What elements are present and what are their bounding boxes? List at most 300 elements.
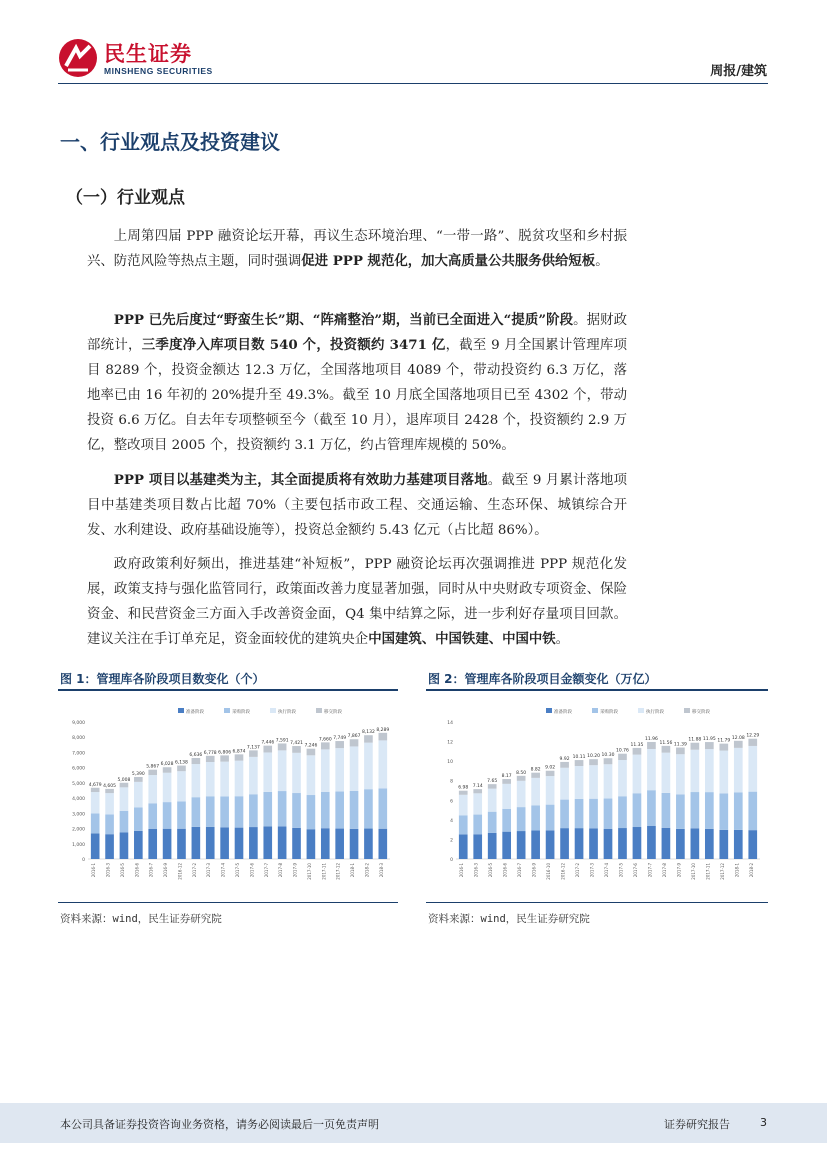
- bar-segment: [502, 832, 511, 859]
- bar-segment: [220, 827, 229, 859]
- bar-segment: [575, 799, 584, 828]
- paragraph-4: [87, 552, 627, 652]
- bar-segment: [560, 800, 569, 829]
- y-tick-label: 8: [450, 779, 453, 785]
- section-heading: 一、行业观点及投资建议: [60, 130, 280, 154]
- x-tick-label: 2016-6: [134, 863, 140, 878]
- x-tick-label: 2017-2: [575, 863, 581, 878]
- bar-segment: [662, 793, 671, 828]
- bar-segment: [177, 771, 186, 801]
- bar-segment: [321, 792, 330, 828]
- bar-total-label: 6,138: [175, 760, 188, 766]
- bar-total-label: 11.95: [702, 737, 716, 743]
- bar-segment: [647, 826, 656, 859]
- bar-total-label: 11.96: [644, 736, 658, 742]
- bar-segment: [676, 829, 685, 859]
- bar-segment: [589, 799, 598, 829]
- x-tick-label: 2017-3: [589, 863, 595, 878]
- legend-swatch: [684, 708, 690, 713]
- bar-segment: [589, 765, 598, 799]
- bar-segment: [350, 829, 359, 859]
- bar-total-label: 11.56: [659, 740, 673, 746]
- bar-total-label: 6,778: [203, 750, 217, 756]
- bar-segment: [604, 799, 613, 829]
- legend-label: 移交阶段: [692, 710, 710, 715]
- legend-swatch: [178, 708, 184, 713]
- legend-label: 准备阶段: [186, 710, 204, 715]
- x-tick-label: 2017-5: [235, 863, 240, 878]
- bar-segment: [120, 811, 129, 833]
- bar-segment: [335, 741, 344, 748]
- bar-segment: [206, 827, 215, 859]
- bar-total-label: 11.35: [630, 742, 644, 748]
- x-tick-label: 2018-1: [350, 863, 356, 878]
- bar-total-label: 5,390: [131, 771, 145, 777]
- bar-segment: [321, 742, 330, 749]
- figure-1-source: 资料来源：wind，民生证券研究院: [60, 913, 222, 925]
- bar-segment: [517, 807, 526, 831]
- bar-total-label: 7,867: [347, 734, 361, 740]
- bar-total-label: 7.14: [472, 784, 483, 790]
- bar-segment: [278, 791, 287, 826]
- bar-segment: [378, 829, 387, 859]
- x-tick-label: 2017-12: [719, 863, 725, 880]
- bar-total-label: 6,028: [160, 762, 174, 768]
- bar-segment: [321, 828, 330, 859]
- bar-segment: [604, 829, 613, 859]
- paragraph-bold: 中国建筑、中国铁建、中国中铁: [368, 631, 556, 647]
- bar-segment: [604, 764, 613, 798]
- bar-total-label: 8.82: [530, 767, 541, 773]
- bar-segment: [206, 762, 215, 796]
- paragraph-text: 。: [555, 632, 570, 647]
- bar-segment: [148, 829, 157, 859]
- bar-segment: [292, 753, 301, 793]
- bar-segment: [691, 792, 700, 828]
- bar-segment: [618, 754, 627, 760]
- bar-total-label: 9.92: [559, 756, 570, 762]
- bar-total-label: 7.65: [487, 779, 498, 785]
- bar-segment: [618, 796, 627, 828]
- bar-segment: [502, 779, 511, 784]
- paragraph-2: [87, 308, 627, 458]
- x-tick-label: 2016-12: [177, 863, 183, 880]
- y-tick-label: 10: [447, 760, 453, 766]
- bar-total-label: 6,806: [218, 750, 232, 756]
- bar-total-label: 11.79: [717, 738, 731, 744]
- bar-segment: [263, 792, 272, 826]
- bar-segment: [705, 829, 714, 859]
- bar-segment: [531, 773, 540, 778]
- x-tick-label: 2016-7: [517, 863, 523, 878]
- y-tick-label: 0: [82, 858, 85, 863]
- figure-2-rule: [426, 689, 768, 691]
- y-tick-label: 4,000: [72, 797, 85, 803]
- bar-segment: [459, 815, 468, 834]
- bar-segment: [350, 791, 359, 829]
- bar-segment: [91, 788, 100, 792]
- footer-disclaimer: 本公司具备证券投资咨询业务资格，请务必阅读最后一页免责声明: [60, 1118, 379, 1131]
- x-tick-label: 2017-7: [647, 863, 653, 878]
- bar-segment: [105, 793, 114, 814]
- bar-segment: [134, 807, 143, 830]
- bar-segment: [560, 762, 569, 768]
- bar-total-label: 7,421: [290, 741, 303, 747]
- x-tick-label: 2016-9: [163, 863, 169, 878]
- bar-segment: [335, 829, 344, 859]
- x-tick-label: 2016-5: [119, 863, 125, 878]
- header-section: 周报/建筑: [710, 64, 767, 79]
- bar-segment: [235, 761, 244, 797]
- legend-swatch: [638, 708, 644, 713]
- bar-total-label: 11.88: [688, 737, 702, 743]
- logo-text-cn: 民生证券: [104, 42, 192, 66]
- bar-segment: [249, 757, 258, 794]
- x-tick-label: 2018-3: [378, 863, 384, 878]
- bar-segment: [748, 792, 757, 830]
- bar-segment: [120, 783, 129, 788]
- bar-segment: [502, 809, 511, 832]
- bar-total-label: 6,636: [189, 752, 203, 758]
- bar-segment: [378, 733, 387, 741]
- x-tick-label: 2017-8: [278, 863, 284, 878]
- bar-segment: [748, 746, 757, 792]
- bar-segment: [734, 792, 743, 830]
- bar-segment: [148, 770, 157, 775]
- bar-total-label: 7,660: [318, 737, 332, 743]
- bar-segment: [249, 827, 258, 859]
- bar-segment: [220, 755, 229, 761]
- x-tick-label: 2017-3: [206, 863, 212, 878]
- figure-1-title: 图 1：管理库各阶段项目数变化（个）: [60, 672, 265, 686]
- bar-total-label: 7,246: [304, 743, 318, 749]
- x-tick-label: 2016-9: [531, 863, 537, 878]
- bar-segment: [235, 754, 244, 760]
- bar-segment: [307, 829, 316, 859]
- bar-segment: [691, 743, 700, 750]
- bar-segment: [163, 767, 172, 773]
- legend-swatch: [546, 708, 552, 713]
- bar-segment: [734, 741, 743, 748]
- bar-segment: [263, 826, 272, 859]
- bar-segment: [134, 782, 143, 808]
- bar-total-label: 5,867: [146, 764, 160, 770]
- figure-2-source: 资料来源：wind，民生证券研究院: [428, 913, 590, 925]
- y-tick-label: 6,000: [72, 766, 85, 772]
- bar-segment: [350, 746, 359, 791]
- bar-total-label: 8,289: [376, 727, 390, 733]
- bar-segment: [307, 795, 316, 829]
- legend-swatch: [592, 708, 598, 713]
- bar-segment: [473, 815, 482, 835]
- legend-label: 执行阶段: [646, 710, 664, 715]
- bar-segment: [364, 789, 373, 828]
- legend-swatch: [270, 708, 276, 713]
- bar-segment: [748, 830, 757, 859]
- bar-segment: [263, 746, 272, 753]
- bar-total-label: 10.76: [616, 748, 629, 754]
- bar-segment: [378, 788, 387, 828]
- x-tick-label: 2016-5: [488, 863, 494, 878]
- bar-segment: [546, 830, 555, 859]
- bar-segment: [589, 759, 598, 765]
- header-divider: [58, 83, 768, 84]
- bar-segment: [546, 776, 555, 805]
- figure-1-chart: [58, 700, 398, 895]
- bar-segment: [719, 793, 728, 829]
- bar-segment: [473, 789, 482, 793]
- bar-segment: [633, 827, 642, 859]
- bar-segment: [235, 796, 244, 827]
- bar-total-label: 10.30: [601, 753, 615, 759]
- bar-segment: [473, 834, 482, 859]
- paragraph-bold: 三季度净入库项目数 540 个，投资额约 3471 亿: [141, 337, 446, 353]
- bar-segment: [473, 793, 482, 814]
- x-tick-label: 2017-8: [661, 863, 667, 878]
- bar-segment: [647, 790, 656, 826]
- paragraph-3: [87, 468, 627, 543]
- bar-segment: [560, 828, 569, 859]
- subsection-heading: （一）行业观点: [66, 188, 185, 208]
- bar-segment: [560, 768, 569, 800]
- bar-total-label: 12.08: [731, 735, 745, 741]
- x-tick-label: 2017-12: [335, 863, 341, 880]
- bar-segment: [734, 748, 743, 792]
- x-tick-label: 2017-11: [321, 863, 327, 880]
- minsheng-logo-icon: [58, 38, 98, 78]
- x-tick-label: 2016-1: [459, 863, 465, 878]
- bar-total-label: 6.98: [458, 785, 469, 791]
- bar-segment: [662, 828, 671, 859]
- y-tick-label: 3,000: [72, 812, 85, 818]
- bar-segment: [575, 828, 584, 859]
- bar-segment: [647, 742, 656, 749]
- bar-segment: [278, 826, 287, 859]
- bar-segment: [546, 771, 555, 776]
- bar-segment: [307, 755, 316, 795]
- x-tick-label: 2016-1: [91, 863, 97, 878]
- paragraph-bold: 促进 PPP 规范化，加大高质量公共服务供给短板: [301, 253, 596, 269]
- page-header: [0, 0, 827, 90]
- bar-total-label: 11.39: [673, 742, 687, 748]
- x-tick-label: 2018-2: [364, 863, 370, 878]
- x-tick-label: 2018-1: [734, 863, 740, 878]
- figure-1-source-rule: [58, 902, 398, 903]
- bar-segment: [364, 829, 373, 859]
- bar-segment: [618, 828, 627, 859]
- bar-segment: [134, 831, 143, 859]
- x-tick-label: 2017-4: [220, 863, 226, 878]
- bar-segment: [177, 766, 186, 772]
- bar-total-label: 7,137: [246, 745, 260, 751]
- bar-segment: [705, 742, 714, 749]
- y-tick-label: 0: [450, 858, 453, 863]
- y-tick-label: 8,000: [72, 736, 85, 742]
- bar-segment: [192, 827, 201, 859]
- bar-total-label: 10.11: [572, 755, 586, 761]
- bar-segment: [249, 750, 258, 757]
- bar-total-label: 7,446: [261, 740, 275, 746]
- bar-segment: [633, 793, 642, 827]
- bar-segment: [134, 777, 143, 782]
- bar-total-label: 9.02: [545, 765, 556, 771]
- paragraph-bold: PPP 已先后度过“野蛮生长”期、“阵痛整治”期，当前已全面进入“提质”阶段: [113, 312, 574, 328]
- x-tick-label: 2017-10: [690, 863, 696, 880]
- bar-segment: [192, 797, 201, 827]
- bar-segment: [488, 833, 497, 859]
- bar-segment: [517, 831, 526, 859]
- bar-segment: [105, 789, 114, 793]
- x-tick-label: 2017-9: [292, 863, 298, 878]
- bar-segment: [148, 803, 157, 829]
- bar-segment: [719, 744, 728, 751]
- figure-2-source-rule: [426, 902, 768, 903]
- bar-segment: [676, 794, 685, 829]
- paragraph-1: [87, 224, 627, 274]
- x-tick-label: 2017-6: [249, 863, 255, 878]
- bar-segment: [120, 832, 129, 859]
- y-tick-label: 9,000: [72, 721, 85, 726]
- y-tick-label: 6: [450, 799, 453, 805]
- bar-segment: [662, 753, 671, 793]
- bar-total-label: 8.17: [501, 774, 512, 780]
- paragraph-text: 政府政策利好频出，推进基建“补短板”，PPP 融资论坛再次强调推进 PPP 规范化发展，政策支持与强化监管同行，政策面改善力度显著加强，同时从中央财政专项资金、保险资金、和民营资金三方面入手改善资金面，Q4 集中结算之际，进一步利好存量项目回款。建议关注在手订单充足，资金面较优的建筑央企: [87, 557, 627, 647]
- bar-segment: [705, 792, 714, 829]
- bar-segment: [335, 792, 344, 829]
- paragraph-text: 上周第四届 PPP 融资论坛开幕，再议生态环境治理、“一带一路”、脱贫攻坚和乡村振兴、防范风险等热点主题，同时强调: [87, 229, 627, 269]
- bar-segment: [292, 828, 301, 859]
- bar-segment: [91, 833, 100, 859]
- bar-total-label: 4,679: [88, 782, 102, 788]
- bar-segment: [192, 758, 201, 764]
- bar-segment: [378, 740, 387, 788]
- bar-segment: [278, 743, 287, 750]
- x-tick-label: 2017-9: [676, 863, 682, 878]
- paragraph-text: 。: [595, 254, 609, 269]
- bar-segment: [488, 789, 497, 812]
- bar-segment: [105, 834, 114, 859]
- bar-segment: [676, 748, 685, 755]
- bar-segment: [263, 752, 272, 791]
- bar-segment: [163, 802, 172, 829]
- bar-segment: [350, 739, 359, 746]
- bar-segment: [517, 781, 526, 807]
- chart-2-svg: [426, 700, 768, 895]
- x-tick-label: 2017-5: [618, 863, 624, 878]
- bar-segment: [335, 748, 344, 791]
- bar-segment: [575, 766, 584, 799]
- bar-segment: [459, 795, 468, 815]
- bar-segment: [575, 760, 584, 766]
- bar-segment: [691, 750, 700, 792]
- bar-total-label: 8,132: [361, 730, 375, 736]
- legend-swatch: [224, 708, 230, 713]
- legend-label: 准备阶段: [554, 710, 572, 715]
- x-tick-label: 2016-3: [473, 863, 479, 878]
- bar-segment: [734, 830, 743, 859]
- x-tick-label: 2017-4: [604, 863, 609, 878]
- y-tick-label: 2,000: [72, 827, 85, 833]
- bar-segment: [633, 755, 642, 794]
- x-tick-label: 2016-3: [105, 863, 111, 878]
- bar-segment: [249, 794, 258, 827]
- bar-segment: [278, 750, 287, 791]
- bar-segment: [206, 796, 215, 827]
- bar-segment: [604, 758, 613, 764]
- x-tick-label: 2016-10: [546, 863, 552, 880]
- bar-segment: [676, 754, 685, 794]
- x-tick-label: 2016-12: [560, 863, 566, 880]
- bar-segment: [292, 793, 301, 828]
- bar-segment: [192, 764, 201, 797]
- bar-total-label: 12.29: [746, 733, 760, 739]
- y-tick-label: 14: [447, 721, 453, 726]
- paragraph-bold: PPP 项目以基建类为主，其全面提质将有效助力基建项目落地: [113, 472, 488, 488]
- bar-segment: [206, 756, 215, 762]
- bar-segment: [531, 778, 540, 806]
- bar-segment: [719, 751, 728, 794]
- x-tick-label: 2017-11: [705, 863, 711, 880]
- bar-segment: [163, 773, 172, 802]
- bar-total-label: 7,591: [275, 738, 289, 744]
- y-tick-label: 4: [450, 818, 453, 824]
- bar-segment: [546, 805, 555, 831]
- bar-segment: [220, 796, 229, 827]
- bar-segment: [120, 787, 129, 810]
- bar-segment: [91, 813, 100, 833]
- x-tick-label: 2016-7: [148, 863, 154, 878]
- bar-total-label: 4,605: [103, 783, 117, 789]
- y-tick-label: 5,000: [72, 781, 85, 787]
- legend-label: 移交阶段: [324, 710, 342, 715]
- bar-segment: [364, 735, 373, 742]
- bar-total-label: 10.20: [587, 754, 600, 760]
- bar-segment: [531, 805, 540, 830]
- bar-segment: [488, 784, 497, 788]
- figure-2-title: 图 2：管理库各阶段项目金额变化（万亿）: [428, 672, 657, 686]
- bar-segment: [517, 776, 526, 781]
- x-tick-label: 2017-10: [306, 863, 312, 880]
- page-number: 3: [760, 1116, 767, 1129]
- paragraph-text: 。截至 9 月累计落地项目中基建类项目数占比超 70%（主要包括市政工程、交通运输、生态环保、城镇综合开发、水利建设、政府基础设施等），投资总金额约 5.43 亿元（占比超 86%）。: [87, 473, 627, 538]
- legend-swatch: [316, 708, 322, 713]
- y-tick-label: 12: [447, 740, 453, 746]
- bar-segment: [321, 749, 330, 791]
- bar-segment: [719, 830, 728, 859]
- paragraph-text: ，截至 9 月全国累计管理库项目 8289 个，投资金额达 12.3 万亿，全国落地项目 4089 个，带动投资约 6.3 万亿，落地率已由 16 年初的 20%提升至 49.3%。截至 10 月底全国落地项目已至 4302 个，带动投资 6.6 万亿。自去年专项整顿至今（截至 10 月），退库项目 2428 个，投资额约 2.9 万亿，整改项目 2005 个，投资额约 3.1 万亿，约占管理库规模的 50%。: [87, 338, 627, 453]
- bar-segment: [488, 812, 497, 833]
- legend-label: 采购阶段: [600, 710, 618, 715]
- bar-segment: [163, 829, 172, 859]
- y-tick-label: 2: [450, 838, 453, 844]
- bar-total-label: 7,749: [333, 736, 347, 742]
- bar-segment: [91, 792, 100, 813]
- bar-segment: [220, 762, 229, 797]
- bar-segment: [364, 743, 373, 790]
- bar-segment: [633, 748, 642, 755]
- paragraph-text: 。据财政部统计，: [87, 313, 627, 353]
- x-tick-label: 2017-7: [263, 863, 269, 878]
- footer-report-type: 证券研究报告: [664, 1118, 730, 1131]
- bar-segment: [148, 775, 157, 803]
- bar-segment: [691, 828, 700, 859]
- y-tick-label: 7,000: [72, 751, 85, 757]
- bar-segment: [589, 828, 598, 859]
- x-tick-label: 2016-6: [502, 863, 508, 878]
- bar-segment: [307, 749, 316, 756]
- bar-segment: [662, 746, 671, 753]
- x-tick-label: 2017-2: [191, 863, 197, 878]
